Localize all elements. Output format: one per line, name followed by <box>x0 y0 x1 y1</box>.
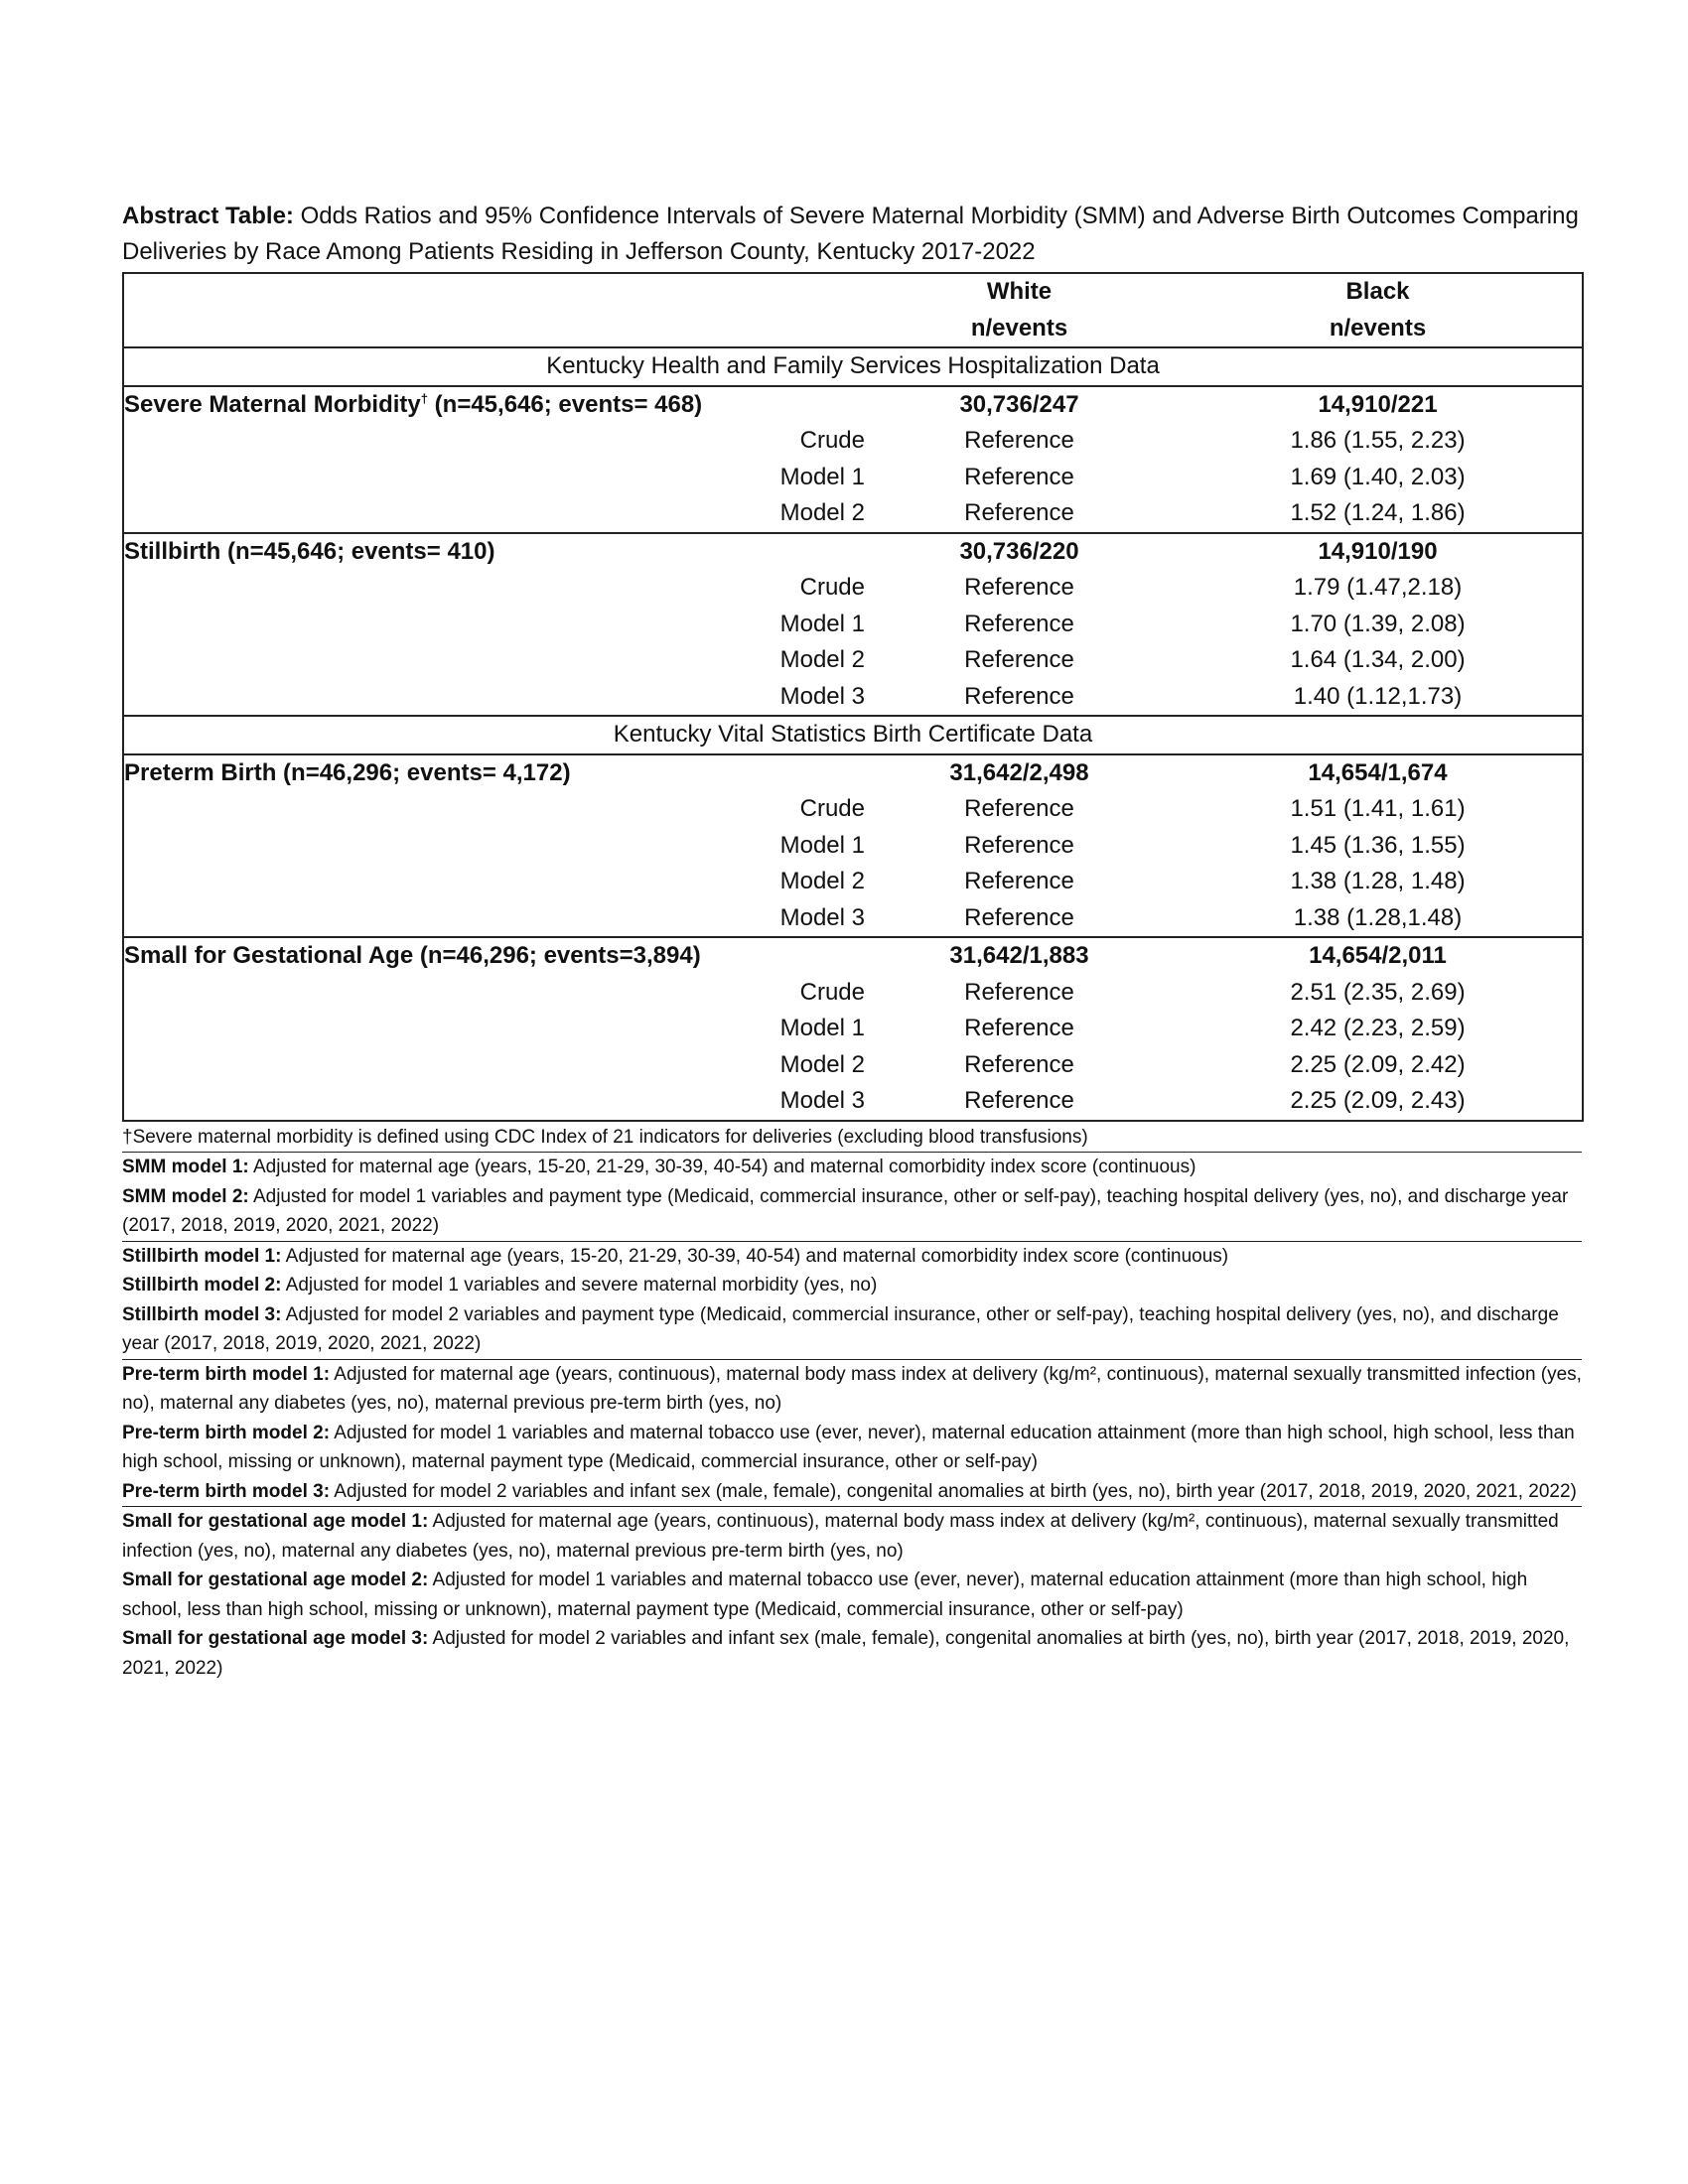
footnote-label: Pre-term birth model 3: <box>122 1480 331 1502</box>
outcome-name: Severe Maternal Morbidity <box>124 390 421 418</box>
document-page <box>122 199 1582 1683</box>
footnote-group <box>122 1152 1582 1241</box>
section-row <box>123 716 1583 754</box>
model-label: Crude <box>799 427 865 455</box>
header-row <box>123 273 1583 311</box>
footnote-text: Adjusted for model 1 variables and maternal tobacco use (ever, never), maternal education attainment (more than high school, high school, less than high school, missing or unknown), maternal payment type (Medicaid, commercial insurance, other or self-pay) <box>122 1570 1528 1620</box>
black-value: 2.25 (2.09, 2.42) <box>1290 1050 1466 1078</box>
white-n-events: 31,642/2,498 <box>865 754 1174 792</box>
model-row <box>123 1083 1583 1121</box>
footnote-group <box>122 1359 1582 1507</box>
model-row <box>123 1011 1583 1047</box>
footnote <box>122 1242 1582 1272</box>
outcome-row <box>123 937 1583 975</box>
footnote-label: Stillbirth model 3: <box>122 1303 282 1325</box>
black-n-events: 14,654/2,011 <box>1174 937 1583 975</box>
outcome-row <box>123 533 1583 571</box>
footnote <box>122 1419 1582 1477</box>
footnote-text: Adjusted for model 2 variables and infant sex (male, female), congenital anomalies at birth (yes, no), birth year (2017, 2018, 2019, 2020, 2021, 2022) <box>330 1480 1577 1502</box>
footnote-group <box>122 1241 1582 1359</box>
white-n-events: 30,736/220 <box>865 533 1174 571</box>
model-label: Model 3 <box>779 903 865 931</box>
model-label: Model 2 <box>779 1050 865 1078</box>
footnote-text: †Severe maternal morbidity is defined using CDC Index of 21 indicators for deliveries (excluding blood transfusions) <box>122 1126 1088 1148</box>
model-label: Model 1 <box>779 463 865 490</box>
footnote-text: Adjusted for model 1 variables and payment type (Medicaid, commercial insurance, other or self-pay), teaching hospital delivery (yes, no), and discharge year (2017, 2018, 2019, 2020, 2021, 2022) <box>122 1185 1569 1236</box>
model-row <box>123 1047 1583 1084</box>
model-row <box>123 791 1583 828</box>
footnote-label: Small for gestational age model 3: <box>122 1628 429 1649</box>
model-row <box>123 495 1583 533</box>
footnote-text: Adjusted for maternal age (years, continuous), maternal body mass index at delivery (kg/m², continuous), maternal sexually transmitted infection (yes, no), maternal any diabetes (yes, no), maternal previous pre-term birth (yes, no) <box>122 1511 1559 1562</box>
black-value: 1.64 (1.34, 2.00) <box>1290 646 1466 674</box>
footnote-group <box>122 1506 1582 1683</box>
outcome-label <box>123 533 865 571</box>
section-row <box>123 347 1583 386</box>
white-value: Reference <box>964 499 1074 527</box>
white-n-events: 30,736/247 <box>865 386 1174 424</box>
black-value: 1.45 (1.36, 1.55) <box>1290 831 1466 859</box>
white-value: Reference <box>964 978 1074 1006</box>
section-title: Kentucky Vital Statistics Birth Certificate Data <box>123 716 1583 754</box>
black-value: 1.69 (1.40, 2.03) <box>1290 463 1466 490</box>
white-value: Reference <box>964 574 1074 602</box>
header-white: White <box>986 278 1053 306</box>
outcome-label <box>123 754 865 792</box>
footnote-text: Adjusted for maternal age (years, 15-20, 21-29, 30-39, 40-54) and maternal comorbidity index score (continuous) <box>281 1245 1229 1267</box>
header-blank <box>123 273 865 311</box>
footnote <box>122 1123 1582 1153</box>
black-value: 1.79 (1.47,2.18) <box>1293 574 1463 602</box>
white-value: Reference <box>964 682 1074 710</box>
footnote <box>122 1566 1582 1624</box>
footnote <box>122 1182 1582 1241</box>
footnote-group <box>122 1123 1582 1153</box>
model-row <box>123 423 1583 460</box>
footnote <box>122 1271 1582 1300</box>
outcome-counts: (n=45,646; events= 468) <box>428 390 703 418</box>
outcome-name: Preterm Birth (n=46,296; events= 4,172) <box>124 758 571 786</box>
footnote <box>122 1624 1582 1683</box>
header-subrow <box>123 311 1583 348</box>
black-value: 1.86 (1.55, 2.23) <box>1290 427 1466 455</box>
model-label: Model 3 <box>779 1087 865 1115</box>
header-blank <box>123 311 865 348</box>
caption-label: Abstract Table: <box>122 203 294 229</box>
footnote-label: Stillbirth model 1: <box>122 1245 282 1267</box>
outcome-label <box>123 386 865 424</box>
footnote <box>122 1360 1582 1419</box>
footnote-label: SMM model 2: <box>122 1185 249 1207</box>
black-n-events: 14,910/190 <box>1174 533 1583 571</box>
footnote-text: Adjusted for model 1 variables and maternal tobacco use (ever, never), maternal education attainment (more than high school, high school, less than high school, missing or unknown), maternal payment type (Medicaid, commercial insurance, other or self-pay) <box>122 1422 1575 1472</box>
black-value: 1.51 (1.41, 1.61) <box>1290 795 1466 823</box>
black-value: 1.38 (1.28,1.48) <box>1293 903 1463 931</box>
outcome-label <box>123 937 865 975</box>
black-n-events: 14,654/1,674 <box>1174 754 1583 792</box>
model-row <box>123 975 1583 1012</box>
model-label: Model 2 <box>779 499 865 527</box>
white-value: Reference <box>964 831 1074 859</box>
white-value: Reference <box>964 463 1074 490</box>
white-value: Reference <box>964 1087 1074 1115</box>
results-table <box>122 272 1584 1122</box>
header-white-sub: n/events <box>970 314 1068 341</box>
model-row <box>123 828 1583 865</box>
model-label: Crude <box>799 574 865 602</box>
model-row <box>123 679 1583 717</box>
model-label: Crude <box>799 978 865 1006</box>
footnote <box>122 1300 1582 1359</box>
header-black-sub: n/events <box>1329 314 1427 341</box>
model-label: Model 2 <box>779 868 865 895</box>
footnote <box>122 1507 1582 1566</box>
footnote-label: SMM model 1: <box>122 1157 249 1177</box>
footnote-label: Small for gestational age model 2: <box>122 1570 429 1590</box>
model-row <box>123 607 1583 643</box>
model-label: Model 3 <box>779 682 865 710</box>
outcome-row <box>123 386 1583 424</box>
footnote-label: Pre-term birth model 2: <box>122 1422 331 1443</box>
footnote-text: Adjusted for maternal age (years, 15-20, 21-29, 30-39, 40-54) and maternal comorbidity index score (continuous) <box>248 1157 1196 1177</box>
black-value: 2.51 (2.35, 2.69) <box>1290 978 1466 1006</box>
model-label: Model 1 <box>779 610 865 637</box>
footnote <box>122 1153 1582 1182</box>
white-value: Reference <box>964 427 1074 455</box>
black-n-events: 14,910/221 <box>1174 386 1583 424</box>
footnotes <box>122 1123 1582 1684</box>
white-value: Reference <box>964 868 1074 895</box>
footnote-text: Adjusted for model 1 variables and severe maternal morbidity (yes, no) <box>281 1275 878 1296</box>
model-label: Crude <box>799 795 865 823</box>
footnote-label: Stillbirth model 2: <box>122 1275 282 1296</box>
outcome-name: Stillbirth (n=45,646; events= 410) <box>124 537 495 565</box>
model-label: Model 2 <box>779 646 865 674</box>
model-row <box>123 570 1583 607</box>
white-value: Reference <box>964 646 1074 674</box>
caption-text: Odds Ratios and 95% Confidence Intervals of Severe Maternal Morbidity (SMM) and Adverse Birth Outcomes Comparing Deliveries by Race Among Patients Residing in Jefferson County, Kentucky 2017-2022 <box>122 203 1579 265</box>
black-value: 1.52 (1.24, 1.86) <box>1290 499 1466 527</box>
model-row <box>123 864 1583 900</box>
model-row <box>123 642 1583 679</box>
table-caption <box>122 199 1582 270</box>
black-value: 2.25 (2.09, 2.43) <box>1290 1087 1466 1115</box>
dagger-mark: † <box>420 390 428 406</box>
black-value: 1.38 (1.28, 1.48) <box>1290 868 1466 895</box>
black-value: 2.42 (2.23, 2.59) <box>1290 1015 1466 1042</box>
white-value: Reference <box>964 1050 1074 1078</box>
white-value: Reference <box>964 610 1074 637</box>
section-title: Kentucky Health and Family Services Hospitalization Data <box>123 347 1583 386</box>
footnote-text: Adjusted for maternal age (years, continuous), maternal body mass index at delivery (kg/m², continuous), maternal sexually transmitted infection (yes, no), maternal any diabetes (yes, no), maternal previous pre-term birth (yes, no) <box>122 1363 1582 1414</box>
outcome-name: Small for Gestational Age (n=46,296; events=3,894) <box>124 942 701 970</box>
model-label: Model 1 <box>779 831 865 859</box>
white-value: Reference <box>964 795 1074 823</box>
black-value: 1.40 (1.12,1.73) <box>1293 682 1463 710</box>
footnote-text: Adjusted for model 2 variables and infant sex (male, female), congenital anomalies at birth (yes, no), birth year (2017, 2018, 2019, 2020, 2021, 2022) <box>122 1628 1570 1679</box>
white-value: Reference <box>964 1015 1074 1042</box>
model-row <box>123 460 1583 496</box>
model-row <box>123 900 1583 938</box>
white-n-events: 31,642/1,883 <box>865 937 1174 975</box>
white-value: Reference <box>964 903 1074 931</box>
footnote-label: Pre-term birth model 1: <box>122 1363 331 1385</box>
footnote-text: Adjusted for model 2 variables and payment type (Medicaid, commercial insurance, other or self-pay), teaching hospital delivery (yes, no), and discharge year (2017, 2018, 2019, 2020, 2021, 2022) <box>122 1303 1559 1354</box>
header-black: Black <box>1345 278 1410 306</box>
black-value: 1.70 (1.39, 2.08) <box>1290 610 1466 637</box>
outcome-row <box>123 754 1583 792</box>
footnote-label: Small for gestational age model 1: <box>122 1511 429 1532</box>
footnote <box>122 1477 1582 1507</box>
model-label: Model 1 <box>779 1015 865 1042</box>
